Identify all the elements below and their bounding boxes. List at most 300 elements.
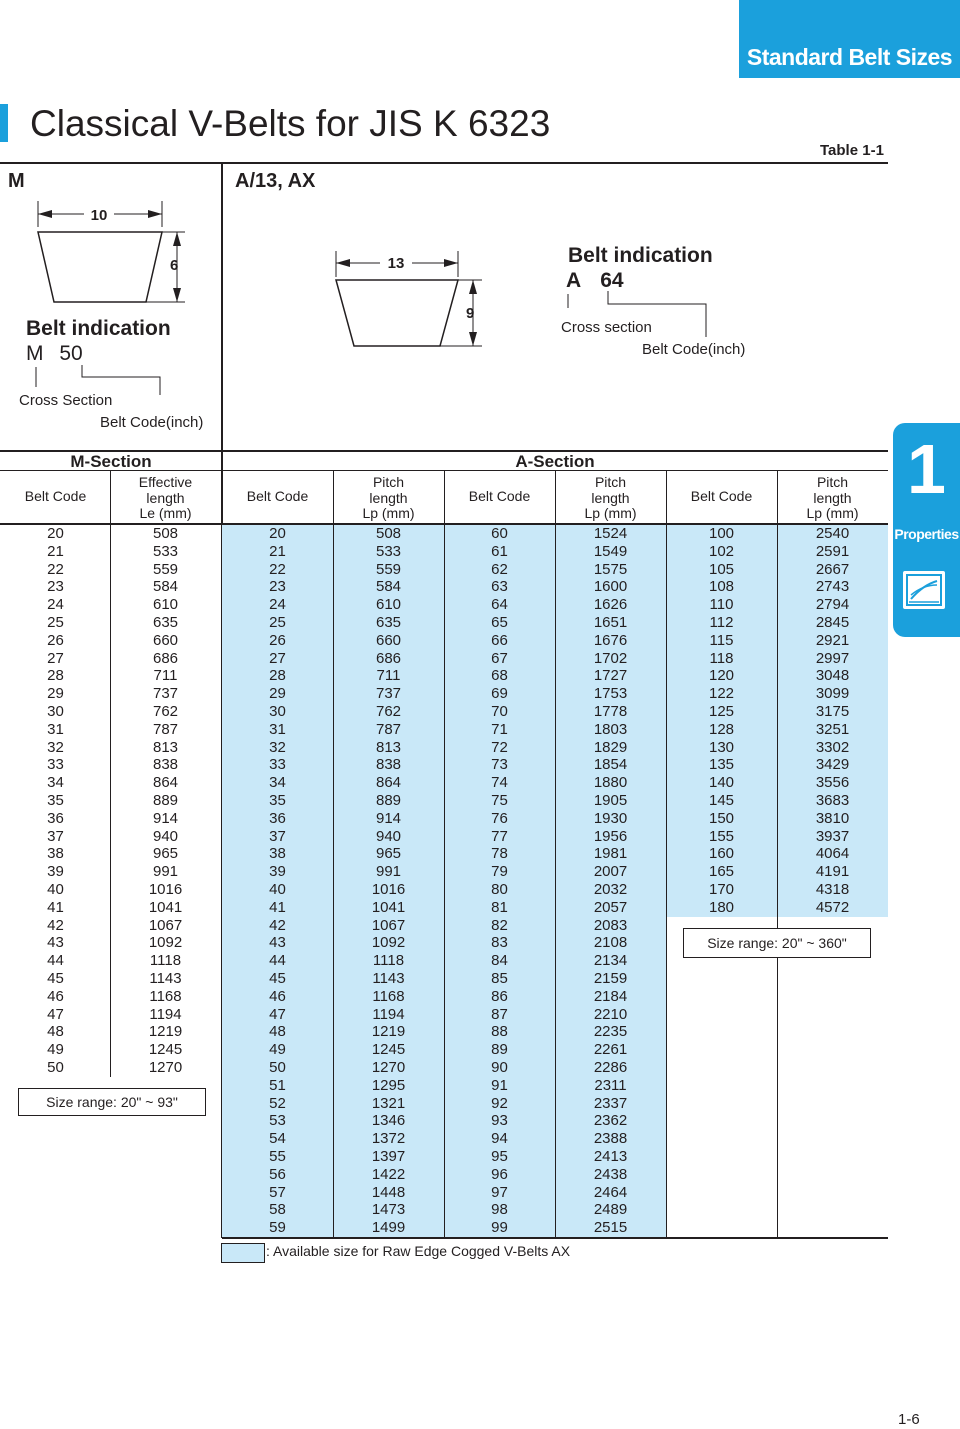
a-belt-code-cell: 95 bbox=[491, 1148, 508, 1165]
header-line: Lp (mm) bbox=[584, 505, 637, 521]
a-length-cell: 838 bbox=[375, 756, 402, 774]
a-belt-code-cell: 26 bbox=[269, 631, 286, 649]
m-length-cell: 889 bbox=[152, 792, 179, 809]
a-length-cell: 1930 bbox=[593, 809, 628, 827]
a-length-cell: 1854 bbox=[593, 756, 628, 774]
a-belt-code-cell: 65 bbox=[491, 614, 508, 631]
a-length-cell: 2134 bbox=[593, 952, 628, 970]
a-belt-code-cell: 46 bbox=[269, 987, 286, 1005]
belt-code-header: Belt Code bbox=[690, 488, 753, 504]
m-length-cell: 737 bbox=[152, 685, 179, 703]
m-belt-code-cell: 26 bbox=[47, 631, 64, 649]
a-belt-code-cell: 50 bbox=[269, 1059, 286, 1076]
header-line: Le (mm) bbox=[139, 505, 192, 521]
header-line: Effective bbox=[138, 474, 193, 490]
m-belt-code-cell: 50 bbox=[47, 1059, 64, 1076]
m-height-dim: 6 bbox=[170, 257, 179, 274]
m-belt-code-cell: 34 bbox=[47, 774, 64, 792]
a-length-cell: 2362 bbox=[593, 1112, 628, 1130]
effective-length-header bbox=[110, 475, 221, 522]
a-belt-code-cell: 41 bbox=[269, 898, 286, 916]
m-length-cell: 508 bbox=[152, 525, 179, 542]
a-length-cell: 4064 bbox=[815, 845, 850, 863]
a-belt-code-cell: 58 bbox=[269, 1201, 286, 1219]
a-belt-code-cell: 47 bbox=[269, 1005, 286, 1023]
a-length-cell: 2413 bbox=[593, 1148, 628, 1165]
m-belt-code-cell: 27 bbox=[47, 649, 64, 667]
a-belt-code-cell: 94 bbox=[491, 1130, 508, 1148]
pitch-length-header bbox=[777, 475, 888, 522]
a-belt-code-cell: 42 bbox=[269, 916, 286, 934]
a-belt-code-cell: 88 bbox=[491, 1023, 508, 1041]
m-belt-code-cell: 42 bbox=[47, 916, 64, 934]
a-length-cell: 584 bbox=[375, 578, 402, 596]
a-belt-code-cell: 56 bbox=[269, 1165, 286, 1183]
m-belt-code-cell: 48 bbox=[47, 1023, 64, 1041]
a-belt-code-cell: 120 bbox=[708, 667, 735, 685]
a-belt-code-cell: 20 bbox=[269, 525, 286, 542]
a-length-cell: 3810 bbox=[815, 809, 850, 827]
a-belt-code-label: Belt Code(inch) bbox=[642, 341, 746, 358]
a-belt-code-cell: 135 bbox=[708, 756, 735, 774]
m-belt-code-cell: 39 bbox=[47, 863, 64, 881]
m-length-cell: 1143 bbox=[149, 970, 182, 987]
a-belt-code-cell: 82 bbox=[491, 916, 508, 934]
a-belt-code-cell: 38 bbox=[269, 845, 286, 863]
header-line: length bbox=[369, 489, 408, 506]
a-length-cell: 3251 bbox=[815, 720, 850, 738]
a-belt-code-cell: 52 bbox=[269, 1094, 286, 1112]
a-belt-code-cell: 79 bbox=[491, 863, 508, 881]
a-belt-code-cell: 115 bbox=[709, 631, 734, 649]
a-length-cell: 2794 bbox=[815, 596, 850, 614]
a-belt-code-cell: 51 bbox=[269, 1076, 286, 1094]
m-belt-code-cell: 24 bbox=[47, 596, 64, 614]
m-belt-code-cell: 31 bbox=[47, 720, 64, 738]
a-length-cell: 2311 bbox=[594, 1076, 627, 1094]
page-number: 1-6 bbox=[898, 1411, 920, 1428]
a-belt-code-cell: 53 bbox=[269, 1112, 286, 1130]
a-length-cell: 2845 bbox=[815, 614, 850, 631]
a-length-cell: 1626 bbox=[593, 596, 628, 614]
a-length-cell: 4191 bbox=[815, 863, 850, 881]
m-belt-code-cell: 41 bbox=[47, 898, 64, 916]
a-belt-code-cell: 30 bbox=[269, 703, 286, 720]
header-banner bbox=[739, 0, 960, 78]
a-length-cell: 2388 bbox=[593, 1130, 628, 1148]
title-accent-bar bbox=[0, 104, 8, 142]
m-length-cell: 1245 bbox=[148, 1041, 183, 1059]
a-indication-code: A 64 bbox=[566, 269, 624, 292]
m-belt-code-cell: 38 bbox=[47, 845, 64, 863]
a-length-cell: 1575 bbox=[593, 560, 628, 578]
a-belt-code-cell: 43 bbox=[269, 934, 286, 952]
m-belt-code-cell: 22 bbox=[47, 560, 64, 578]
a-length-cell: 1422 bbox=[371, 1165, 406, 1183]
a-length-cell: 1727 bbox=[593, 667, 628, 685]
tab-number: 1 bbox=[907, 430, 946, 508]
a-length-cell: 3556 bbox=[815, 774, 850, 792]
m-belt-code-cell: 21 bbox=[47, 542, 64, 560]
m-length-cell: 965 bbox=[152, 845, 179, 863]
a-belt-code-cell: 34 bbox=[269, 774, 286, 792]
a-length-cell: 2489 bbox=[593, 1201, 628, 1219]
m-length-cell: 686 bbox=[152, 649, 179, 667]
a-belt-code-cell: 68 bbox=[491, 667, 508, 685]
a-belt-code-cell: 23 bbox=[269, 578, 286, 596]
a-length-cell: 813 bbox=[375, 738, 402, 756]
a-length-cell: 3937 bbox=[815, 827, 850, 845]
a-belt-code-cell: 140 bbox=[708, 774, 735, 792]
a-length-cell: 1168 bbox=[372, 987, 405, 1005]
a-belt-code-cell: 36 bbox=[269, 809, 286, 827]
a-length-cell: 3175 bbox=[815, 703, 850, 720]
a-belt-code-cell: 84 bbox=[491, 952, 508, 970]
m-length-cell: 838 bbox=[152, 756, 179, 774]
a-length-cell: 914 bbox=[375, 809, 402, 827]
a-length-cell: 2032 bbox=[593, 881, 628, 898]
a-belt-code-cell: 75 bbox=[491, 792, 508, 809]
a-length-cell: 508 bbox=[375, 525, 402, 542]
m-length-cell: 1092 bbox=[148, 934, 183, 952]
a-section-label: A/13, AX bbox=[235, 170, 316, 192]
a-length-cell: 4318 bbox=[815, 881, 850, 898]
a-cross-section-label: Cross section bbox=[561, 319, 652, 336]
a-belt-code-cell: 57 bbox=[269, 1183, 286, 1201]
m-length-cell: 635 bbox=[152, 614, 179, 631]
a-belt-code-cell: 118 bbox=[709, 649, 734, 667]
a-length-cell: 2921 bbox=[815, 631, 850, 649]
a-belt-code-cell: 55 bbox=[269, 1148, 286, 1165]
a-length-cell: 1270 bbox=[371, 1059, 406, 1076]
a-belt-code-cell: 35 bbox=[269, 792, 286, 809]
m-belt-code-cell: 43 bbox=[47, 934, 64, 952]
a-length-cell: 533 bbox=[375, 542, 402, 560]
m-length-cell: 1219 bbox=[148, 1023, 183, 1041]
a-belt-code-cell: 93 bbox=[491, 1112, 508, 1130]
a-length-cell: 1321 bbox=[371, 1094, 406, 1112]
a-length-cell: 3302 bbox=[815, 738, 850, 756]
m-belt-code-cell: 30 bbox=[47, 703, 64, 720]
page-title: Classical V-Belts for JIS K 6323 bbox=[30, 103, 551, 144]
a-belt-code-cell: 86 bbox=[491, 987, 508, 1005]
m-length-cell: 864 bbox=[152, 774, 179, 792]
a-length-cell: 1651 bbox=[593, 614, 628, 631]
m-belt-code-label: Belt Code(inch) bbox=[100, 414, 204, 431]
a-belt-code-cell: 87 bbox=[491, 1005, 508, 1023]
a-length-cell: 3048 bbox=[815, 667, 850, 685]
a-length-cell: 1829 bbox=[593, 738, 628, 756]
a-length-cell: 2286 bbox=[593, 1059, 628, 1076]
a-length-cell: 1905 bbox=[593, 792, 628, 809]
a-belt-code-cell: 155 bbox=[708, 827, 735, 845]
a-length-cell: 1702 bbox=[593, 649, 628, 667]
a-belt-code-cell: 63 bbox=[491, 578, 508, 596]
a-belt-code-cell: 61 bbox=[491, 542, 508, 560]
a-belt-code-cell: 66 bbox=[491, 631, 508, 649]
m-length-cell: 1067 bbox=[148, 916, 183, 934]
a-belt-code-cell: 22 bbox=[269, 560, 286, 578]
a-belt-code-cell: 81 bbox=[491, 898, 508, 916]
a-belt-code-cell: 74 bbox=[491, 774, 508, 792]
a-belt-code-cell: 125 bbox=[708, 703, 735, 720]
a-belt-code-cell: 165 bbox=[708, 863, 735, 881]
header-line: Pitch bbox=[594, 474, 627, 490]
m-length-cell: 914 bbox=[152, 809, 179, 827]
table-label: Table 1-1 bbox=[820, 142, 884, 159]
a-belt-code-cell: 150 bbox=[708, 809, 735, 827]
a-belt-code-cell: 37 bbox=[269, 827, 286, 845]
a-belt-code-cell: 71 bbox=[491, 720, 508, 738]
header-line: Pitch bbox=[372, 474, 405, 490]
m-belt-code-cell: 23 bbox=[47, 578, 64, 596]
a-length-cell: 864 bbox=[375, 774, 402, 792]
header-line: length bbox=[146, 489, 185, 506]
m-length-cell: 762 bbox=[152, 703, 179, 720]
a-length-cell: 787 bbox=[375, 720, 402, 738]
a-belt-code-cell: 64 bbox=[491, 596, 508, 614]
header-line: Lp (mm) bbox=[806, 505, 859, 521]
a-length-cell: 1016 bbox=[371, 881, 406, 898]
a-length-cell: 4572 bbox=[815, 898, 850, 916]
a-length-cell: 1803 bbox=[593, 720, 628, 738]
a-belt-code-cell: 24 bbox=[269, 596, 286, 614]
m-belt-code-cell: 36 bbox=[47, 809, 64, 827]
a-belt-code-cell: 105 bbox=[708, 560, 735, 578]
a-length-cell: 737 bbox=[375, 685, 402, 703]
header-line: Lp (mm) bbox=[362, 505, 415, 521]
a-length-cell: 2007 bbox=[593, 863, 628, 881]
a-belt-code-cell: 39 bbox=[269, 863, 286, 881]
belt-size-table bbox=[0, 450, 888, 1240]
a-length-cell: 2159 bbox=[593, 970, 628, 987]
a-belt-code-cell: 80 bbox=[491, 881, 508, 898]
a-length-cell: 3099 bbox=[815, 685, 850, 703]
a-length-cell: 3683 bbox=[815, 792, 850, 809]
a-indication-title: Belt indication bbox=[568, 244, 713, 267]
a-belt-code-cell: 89 bbox=[491, 1041, 508, 1059]
m-belt-code-cell: 20 bbox=[47, 525, 64, 542]
m-length-cell: 1016 bbox=[148, 881, 183, 898]
a-length-cell: 2997 bbox=[815, 649, 850, 667]
a-length-cell: 2337 bbox=[593, 1094, 628, 1112]
a-length-cell: 2083 bbox=[593, 916, 628, 934]
a-length-cell: 1092 bbox=[371, 934, 406, 952]
a-length-cell: 1753 bbox=[593, 685, 628, 703]
a-belt-code-cell: 54 bbox=[269, 1130, 286, 1148]
a-belt-code-cell: 45 bbox=[269, 970, 286, 987]
a-belt-code-cell: 170 bbox=[708, 881, 735, 898]
m-length-cell: 991 bbox=[152, 863, 179, 881]
a-length-cell: 2515 bbox=[593, 1219, 628, 1237]
a-length-cell: 2057 bbox=[593, 898, 628, 916]
m-length-cell: 660 bbox=[152, 631, 179, 649]
a-length-cell: 1346 bbox=[371, 1112, 406, 1130]
a-length-cell: 1372 bbox=[371, 1130, 406, 1148]
a-length-cell: 1981 bbox=[593, 845, 628, 863]
a-length-cell: 1778 bbox=[593, 703, 628, 720]
belt-code-header: Belt Code bbox=[246, 488, 309, 504]
m-belt-code-cell: 35 bbox=[47, 792, 64, 809]
header-line: length bbox=[591, 489, 630, 506]
a-belt-code-cell: 60 bbox=[491, 525, 508, 542]
a-belt-code-cell: 31 bbox=[269, 720, 286, 738]
top-rule bbox=[0, 162, 888, 164]
a-belt-code-cell: 59 bbox=[269, 1219, 286, 1237]
a-length-cell: 2743 bbox=[815, 578, 850, 596]
a-belt-code-cell: 49 bbox=[269, 1041, 286, 1059]
a-belt-code-cell: 96 bbox=[491, 1165, 508, 1183]
a-length-cell: 2464 bbox=[593, 1183, 628, 1201]
a-length-cell: 1143 bbox=[372, 970, 405, 987]
a-belt-code-cell: 92 bbox=[491, 1094, 508, 1112]
a-length-cell: 1295 bbox=[371, 1076, 406, 1094]
a-belt-code-cell: 110 bbox=[709, 596, 734, 614]
a-length-cell: 1499 bbox=[371, 1219, 406, 1237]
a-belt-code-cell: 91 bbox=[491, 1076, 508, 1094]
m-length-cell: 940 bbox=[152, 827, 179, 845]
a-belt-code-cell: 76 bbox=[491, 809, 508, 827]
a-belt-code-cell: 67 bbox=[491, 649, 508, 667]
header-line: length bbox=[813, 489, 852, 506]
a-length-cell: 1524 bbox=[593, 525, 628, 542]
a-length-cell: 1245 bbox=[371, 1041, 406, 1059]
a-belt-code-cell: 130 bbox=[708, 738, 735, 756]
m-length-cell: 1270 bbox=[148, 1059, 183, 1076]
a-length-cell: 711 bbox=[376, 667, 401, 685]
a-belt-code-cell: 21 bbox=[269, 542, 286, 560]
a-length-cell: 2540 bbox=[815, 525, 850, 542]
a-belt-code-cell: 72 bbox=[491, 738, 508, 756]
m-size-range-box: Size range: 20" ~ 93" bbox=[18, 1088, 206, 1116]
a-length-cell: 2261 bbox=[593, 1041, 628, 1059]
m-belt-code-cell: 46 bbox=[47, 987, 64, 1005]
banner-title: Standard Belt Sizes bbox=[746, 44, 953, 70]
a-belt-code-cell: 28 bbox=[269, 667, 286, 685]
tab-label: Properties bbox=[894, 526, 959, 542]
m-length-cell: 813 bbox=[152, 738, 179, 756]
a-belt-code-cell: 78 bbox=[491, 845, 508, 863]
a-length-cell: 889 bbox=[375, 792, 402, 809]
m-belt-code-cell: 28 bbox=[47, 667, 64, 685]
a-belt-code-cell: 44 bbox=[269, 952, 286, 970]
a-belt-code-cell: 29 bbox=[269, 685, 286, 703]
m-belt-code-cell: 29 bbox=[47, 685, 64, 703]
a-length-cell: 965 bbox=[375, 845, 402, 863]
a-belt-code-cell: 100 bbox=[708, 525, 735, 542]
a-belt-code-cell: 122 bbox=[708, 685, 735, 703]
m-belt-code-cell: 32 bbox=[47, 738, 64, 756]
m-length-cell: 1168 bbox=[149, 987, 182, 1005]
m-length-cell: 1118 bbox=[149, 952, 182, 970]
m-belt-code-cell: 40 bbox=[47, 881, 64, 898]
a-belt-code-cell: 33 bbox=[269, 756, 286, 774]
side-tab[interactable] bbox=[893, 423, 960, 637]
a-length-cell: 1473 bbox=[371, 1201, 406, 1219]
m-length-cell: 787 bbox=[152, 720, 179, 738]
a-belt-code-cell: 98 bbox=[491, 1201, 508, 1219]
a-belt-code-cell: 77 bbox=[491, 827, 508, 845]
m-belt-code-cell: 33 bbox=[47, 756, 64, 774]
m-length-cell: 1194 bbox=[149, 1005, 182, 1023]
a-length-cell: 1041 bbox=[371, 898, 406, 916]
a-belt-code-cell: 62 bbox=[491, 560, 508, 578]
m-belt-code-cell: 25 bbox=[47, 614, 64, 631]
a-length-cell: 2210 bbox=[593, 1005, 628, 1023]
a-belt-code-cell: 180 bbox=[708, 898, 735, 916]
m-belt-code-cell: 45 bbox=[47, 970, 64, 987]
belt-code-header: Belt Code bbox=[24, 488, 87, 504]
m-indication-title: Belt indication bbox=[26, 317, 171, 340]
m-section-header: M-Section bbox=[70, 452, 152, 471]
legend-text: : Available size for Raw Edge Cogged V-Belts AX bbox=[266, 1243, 571, 1259]
a-length-cell: 2108 bbox=[593, 934, 628, 952]
a-length-cell: 2438 bbox=[593, 1165, 628, 1183]
a-belt-code-cell: 27 bbox=[269, 649, 286, 667]
m-length-cell: 711 bbox=[153, 667, 178, 685]
a-belt-code-cell: 108 bbox=[708, 578, 735, 596]
belt-code-header: Belt Code bbox=[468, 488, 531, 504]
a-length-cell: 1549 bbox=[593, 542, 628, 560]
a-length-cell: 2184 bbox=[593, 987, 628, 1005]
m-length-cell: 533 bbox=[152, 542, 179, 560]
a-belt-code-cell: 85 bbox=[491, 970, 508, 987]
a-length-cell: 686 bbox=[375, 649, 402, 667]
a-length-cell: 635 bbox=[375, 614, 402, 631]
a-belt-code-cell: 97 bbox=[491, 1183, 508, 1201]
a-belt-code-cell: 69 bbox=[491, 685, 508, 703]
a-belt-code-cell: 32 bbox=[269, 738, 286, 756]
a-length-cell: 1067 bbox=[371, 916, 406, 934]
m-section-label: M bbox=[8, 170, 25, 192]
a-section-header: A-Section bbox=[515, 452, 595, 471]
legend-swatch bbox=[221, 1243, 265, 1263]
chart-icon bbox=[903, 571, 945, 609]
m-belt-code-cell: 49 bbox=[47, 1041, 64, 1059]
a-length-cell: 2591 bbox=[815, 542, 850, 560]
a-length-cell: 610 bbox=[375, 596, 402, 614]
a-length-cell: 2235 bbox=[593, 1023, 628, 1041]
a-belt-code-cell: 70 bbox=[491, 703, 508, 720]
a-belt-code-cell: 83 bbox=[491, 934, 508, 952]
m-belt-code-cell: 37 bbox=[47, 827, 64, 845]
a-length-cell: 1600 bbox=[593, 578, 628, 596]
a-belt-code-cell: 102 bbox=[708, 542, 735, 560]
a-length-cell: 1956 bbox=[593, 827, 628, 845]
a-length-cell: 762 bbox=[375, 703, 402, 720]
a-length-cell: 991 bbox=[375, 863, 402, 881]
a-belt-code-cell: 25 bbox=[269, 614, 286, 631]
m-length-cell: 559 bbox=[152, 560, 179, 578]
a-belt-code-cell: 73 bbox=[491, 756, 508, 774]
a-length-cell: 2667 bbox=[815, 560, 850, 578]
m-length-cell: 584 bbox=[152, 578, 179, 596]
m-cross-section-label: Cross Section bbox=[19, 392, 113, 409]
a-length-cell: 1397 bbox=[371, 1148, 406, 1165]
m-belt-code-cell: 47 bbox=[47, 1005, 64, 1023]
a-belt-code-cell: 90 bbox=[491, 1059, 508, 1076]
pitch-length-header bbox=[555, 475, 666, 522]
a-length-cell: 1676 bbox=[593, 631, 628, 649]
a-length-cell: 559 bbox=[375, 560, 402, 578]
a-belt-code-cell: 112 bbox=[709, 614, 734, 631]
a-length-cell: 660 bbox=[375, 631, 402, 649]
a-belt-code-cell: 145 bbox=[708, 792, 735, 809]
pitch-length-header bbox=[333, 475, 444, 522]
a-length-cell: 1219 bbox=[371, 1023, 406, 1041]
m-length-cell: 610 bbox=[152, 596, 179, 614]
table-bottom-rule bbox=[222, 1237, 888, 1239]
